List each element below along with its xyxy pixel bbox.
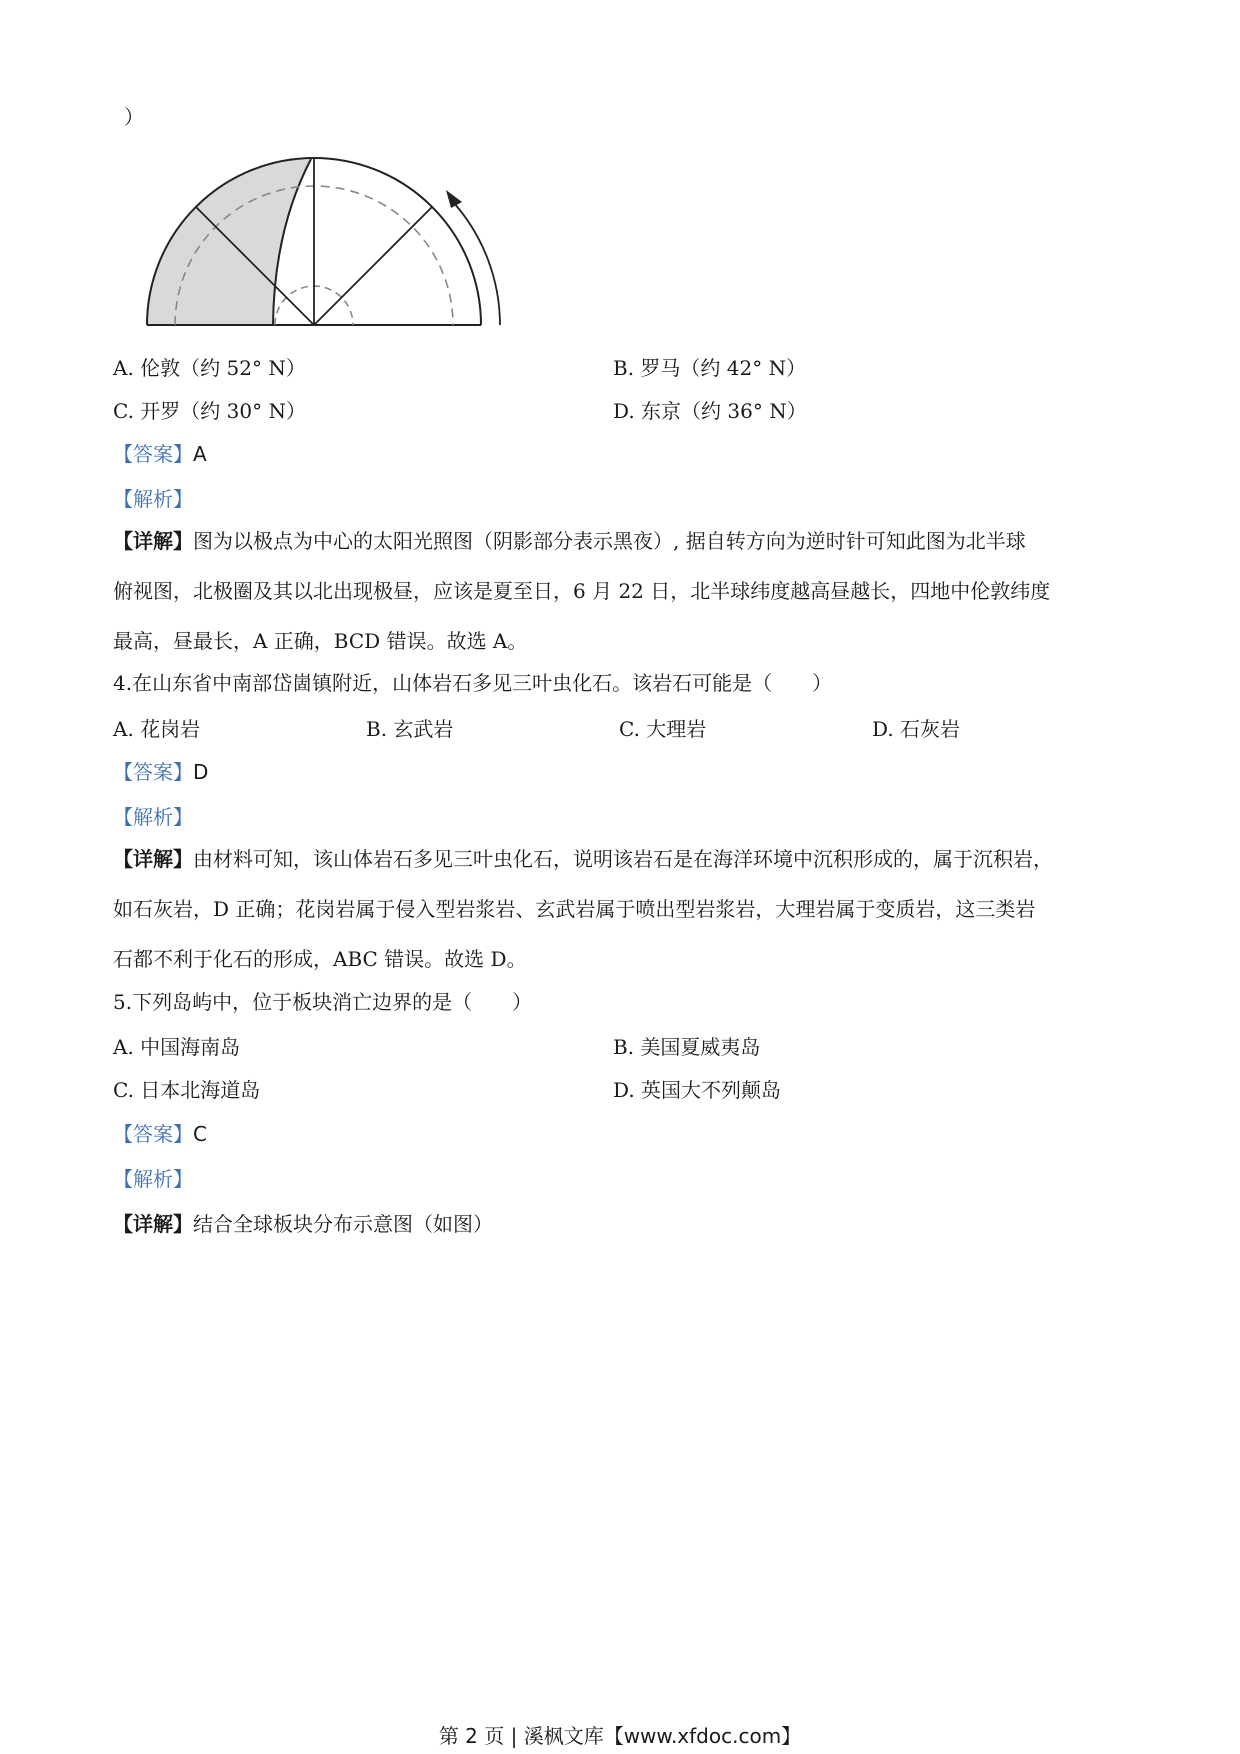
q3-analysis-label: 【解析】	[113, 487, 193, 511]
q3-answer	[113, 441, 207, 467]
answer-value: D	[193, 760, 209, 784]
q5-detail-line-1	[113, 1211, 493, 1237]
answer-label: 【答案】	[113, 442, 193, 466]
q5-option-a: A. 中国海南岛	[113, 1035, 241, 1059]
q3-option-d: D. 东京（约 36° N）	[613, 399, 807, 423]
q4-detail-line-1	[113, 846, 1053, 872]
q5-answer	[113, 1121, 207, 1147]
q3-detail-line-1	[113, 528, 1026, 554]
q4-analysis-label: 【解析】	[113, 805, 193, 829]
q3-option-a: A. 伦敦（约 52° N）	[113, 356, 306, 380]
q5-option-d: D. 英国大不列颠岛	[613, 1078, 782, 1102]
answer-label: 【答案】	[113, 760, 193, 784]
detail-label: 【详解】	[113, 529, 193, 553]
q3-detail-line-2: 俯视图，北极圈及其以北出现极昼，应该是夏至日，6 月 22 日，北半球纬度越高昼越长，四地中伦敦纬度	[113, 579, 1051, 603]
q4-answer	[113, 759, 208, 785]
rotation-arrowhead-icon	[446, 190, 462, 208]
q4-option-d: D. 石灰岩	[872, 717, 961, 741]
q3-option-b: B. 罗马（约 42° N）	[613, 356, 807, 380]
detail-label: 【详解】	[113, 1212, 193, 1236]
q5-option-b: B. 美国夏威夷岛	[613, 1035, 761, 1059]
q4-detail-line-3: 石都不利于化石的形成，ABC 错误。故选 D。	[113, 947, 527, 971]
detail-text: 图为以极点为中心的太阳光照图（阴影部分表示黑夜）, 据自转方向为逆时针可知此图为北半球	[193, 529, 1026, 553]
detail-label: 【详解】	[113, 847, 193, 871]
q4-option-b: B. 玄武岩	[366, 717, 454, 741]
q3-option-c: C. 开罗（约 30° N）	[113, 399, 306, 423]
meridian-right	[314, 207, 432, 325]
detail-text: 结合全球板块分布示意图（如图）	[193, 1212, 493, 1236]
page-footer: 第 2 页 | 溪枫文库【www.xfdoc.com】	[438, 1724, 802, 1748]
rotation-arrow-arc	[454, 203, 500, 325]
q4-option-c: C. 大理岩	[619, 717, 707, 741]
answer-label: 【答案】	[113, 1122, 193, 1146]
q5-question: 5.下列岛屿中，位于板块消亡边界的是（ ）	[113, 990, 533, 1014]
detail-text: 由材料可知，该山体岩石多见三叶虫化石，说明该岩石是在海洋环境中沉积形成的，属于沉积岩，	[193, 847, 1053, 871]
q4-question: 4.在山东省中南部岱崮镇附近，山体岩石多见三叶虫化石。该岩石可能是（ ）	[113, 671, 833, 695]
sunlight-polar-diagram	[140, 150, 510, 330]
night-shade-area	[147, 159, 311, 325]
q4-detail-line-2: 如石灰岩，D 正确；花岗岩属于侵入型岩浆岩、玄武岩属于喷出型岩浆岩，大理岩属于变质岩，这三类岩	[113, 897, 1036, 921]
q3-detail-line-3: 最高，昼最长，A 正确，BCD 错误。故选 A。	[113, 629, 528, 653]
q4-option-a: A. 花岗岩	[113, 717, 201, 741]
answer-value: A	[193, 442, 207, 466]
answer-value: C	[193, 1122, 207, 1146]
q5-option-c: C. 日本北海道岛	[113, 1078, 261, 1102]
q5-analysis-label: 【解析】	[113, 1167, 193, 1191]
previous-question-paren: ）	[124, 105, 144, 129]
